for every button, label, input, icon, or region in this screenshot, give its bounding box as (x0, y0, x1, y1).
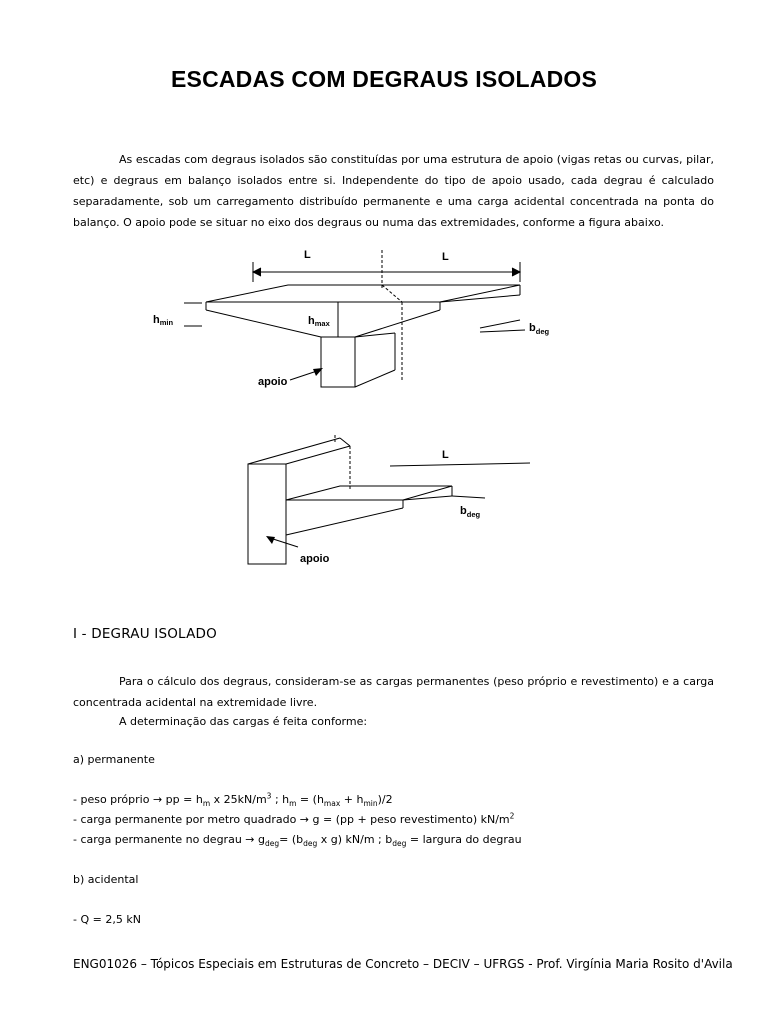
label-l-right: L (442, 251, 449, 263)
item-b: b) acidental (73, 873, 139, 886)
figure-end-support (240, 430, 560, 575)
item-a: a) permanente (73, 753, 155, 766)
section-paragraph-2 (73, 711, 714, 732)
label-bdeg: $b_{deg}$ (460, 505, 481, 519)
section-heading: I - DEGRAU ISOLADO (73, 626, 217, 642)
label-l-left: L (304, 249, 311, 261)
support-column (248, 464, 286, 564)
label-hmax: hmax (308, 315, 330, 328)
intro-paragraph-text: As escadas com degraus isolados são constituídas por uma estrutura de apoio (vigas retas ou curvas, pilar, etc) e degraus em balanço isolados entre si. Independente do tipo de apoio usado, cada degrau é calculado separadamente, sob um carregamento distribuído permanente e uma carga acidental concentrada na ponta do balanço. O apoio pode se situar no eixo dos degraus ou numa das extremidades, conforme a figura abaixo. (73, 153, 714, 229)
line-carga-m2: - carga permanente por metro quadrado → g = (pp + peso revestimento) $kN/m^2$ (73, 811, 515, 826)
label-hmin: hmin (153, 314, 174, 327)
section-paragraph-2-text: A determinação das cargas é feita conforme: (119, 715, 368, 728)
page-footer: ENG01026 – Tópicos Especiais em Estruturas de Concreto – DECIV – UFRGS - Prof. Virgínia Maria Rosito d'Avila (73, 957, 733, 971)
line-peso-proprio: - peso próprio → pp = $h_m$ x $25kN/m^3$ ; $h_m = (h_{max} + h_{min})/2$ (73, 791, 393, 809)
page-title: ESCADAS COM DEGRAUS ISOLADOS (170, 66, 598, 92)
line-q: - Q = 2,5 kN (73, 913, 141, 926)
label-apoio: apoio (300, 553, 330, 565)
label-apoio: apoio (258, 376, 288, 388)
line-carga-degrau: - carga permanente no degrau → $g_{deg}= (b_{deg}$ x g) kN/m ; $b_{deg}$ = largura do degrau (73, 833, 522, 849)
intro-paragraph (73, 149, 714, 233)
label-l: L (442, 449, 449, 461)
figure-central-support (140, 240, 560, 405)
section-paragraph-1 (73, 671, 714, 713)
support-column (321, 337, 355, 387)
label-bdeg: $b_{deg}$ (529, 322, 550, 336)
section-paragraph-1-text: Para o cálculo dos degraus, consideram-se as cargas permanentes (peso próprio e revestimento) e a carga concentrada acidental na extremidade livre. (73, 675, 714, 709)
